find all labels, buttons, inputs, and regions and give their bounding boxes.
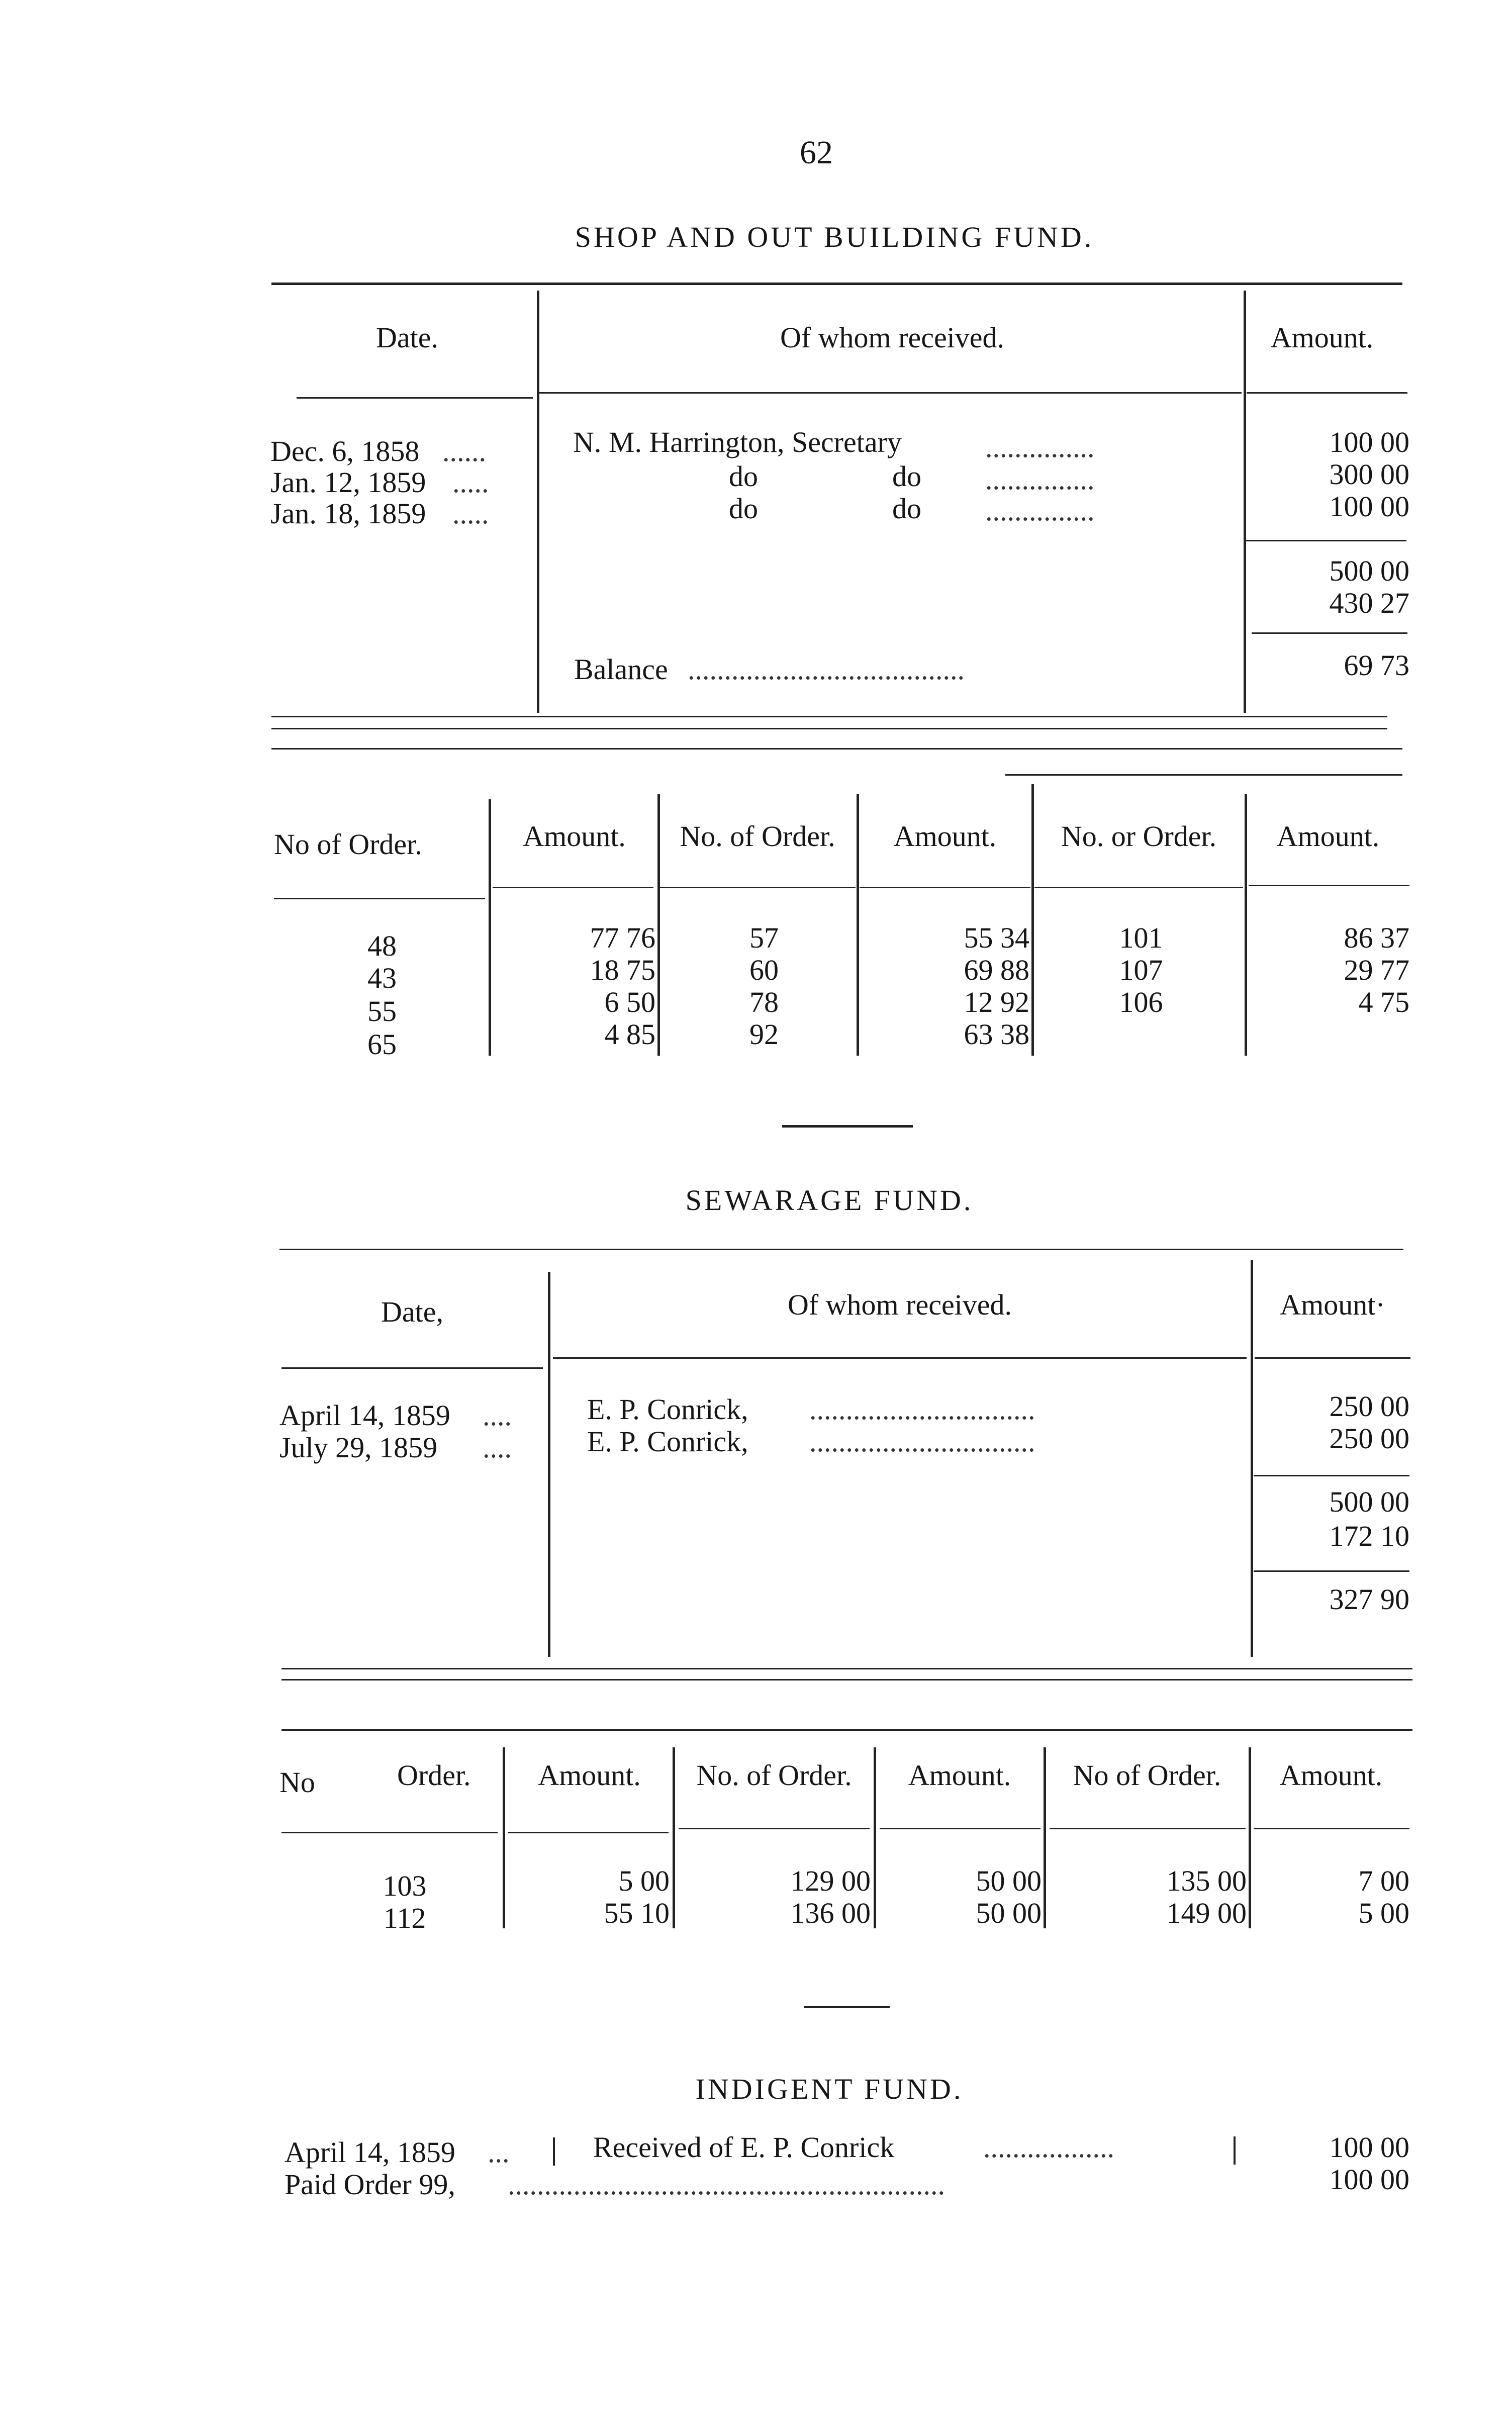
order-amount: 7 00	[1358, 1864, 1409, 1897]
order-no: 43	[367, 962, 397, 994]
order-no: 136 00	[790, 1897, 871, 1929]
section-title-sewerage: SEWARAGE FUND.	[685, 1184, 974, 1217]
header-whom: Of whom received.	[780, 321, 1005, 354]
order-no: 78	[749, 986, 779, 1018]
section-divider	[804, 2006, 890, 2008]
rule	[281, 1679, 1412, 1680]
whom-cell: N. M. Harrington, Secretary	[573, 426, 902, 458]
rule	[279, 1249, 1403, 1250]
order-amount: 50 00	[976, 1897, 1042, 1929]
rule	[297, 397, 533, 399]
rule	[508, 1832, 669, 1833]
leader-dots: ...	[488, 2136, 510, 2169]
header-cell: No	[279, 1766, 315, 1799]
rule	[489, 799, 491, 1056]
leader-dots: ...............	[985, 494, 1095, 527]
rule	[537, 291, 539, 713]
whom-cell: do	[729, 460, 758, 493]
header-amount: Amount.	[1270, 321, 1374, 354]
rule	[274, 898, 485, 899]
header-cell: Amount.	[538, 1759, 641, 1792]
date-cell: July 29, 1859	[279, 1431, 438, 1464]
balance-label: Balance	[574, 653, 668, 686]
header-whom: Of whom received.	[787, 1288, 1012, 1321]
header-cell: No. of Order.	[696, 1759, 852, 1792]
rule	[874, 1747, 876, 1928]
leader-dots: ..................	[983, 2131, 1114, 2164]
rule	[548, 1272, 550, 1657]
header-date: Date,	[381, 1295, 443, 1328]
order-amount: 5 00	[618, 1864, 670, 1897]
header-cell: Amount.	[523, 820, 626, 853]
rule	[281, 1729, 1412, 1731]
order-no: 92	[749, 1018, 779, 1051]
order-amount: 5 00	[1358, 1897, 1409, 1929]
amount-cell: 100 00	[1329, 490, 1409, 523]
rule	[880, 1828, 1041, 1829]
rule	[1254, 1475, 1409, 1476]
order-no: 135 00	[1166, 1864, 1247, 1897]
rule	[271, 748, 1402, 750]
leader-dots: ...............................	[809, 1425, 1035, 1458]
rule	[553, 1357, 1247, 1359]
rule	[538, 392, 1242, 394]
whom-cell: do	[892, 460, 921, 493]
header-cell: Order.	[397, 1759, 471, 1792]
entry-amount: 100 00	[1329, 2131, 1409, 2164]
rule	[271, 283, 1402, 285]
rule	[679, 1828, 870, 1829]
rule	[857, 794, 859, 1056]
leader-dots: ...............................	[809, 1393, 1035, 1426]
whom-cell: E. P. Conrick,	[587, 1393, 748, 1426]
order-no: 103	[383, 1870, 427, 1902]
amount-cell: 100 00	[1329, 426, 1409, 458]
header-cell: No. of Order.	[680, 820, 835, 853]
rule	[1249, 1747, 1251, 1928]
amount-cell: 250 00	[1329, 1390, 1409, 1423]
order-amount: 86 37	[1344, 921, 1409, 954]
leader-dots: ............................................................	[508, 2168, 945, 2201]
order-no: 57	[749, 921, 779, 954]
leader-dots: ...............	[985, 463, 1095, 496]
order-amount: 29 77	[1344, 954, 1409, 986]
rule	[1247, 392, 1407, 394]
rule	[271, 728, 1387, 729]
order-amount: 50 00	[976, 1864, 1042, 1897]
balance-amount: 69 73	[1344, 649, 1409, 682]
date-cell: Jan. 12, 1859	[270, 466, 426, 499]
rule	[659, 887, 856, 888]
order-amount: 69 88	[964, 954, 1029, 986]
rule	[281, 1367, 543, 1369]
paid-amount: 172 10	[1329, 1520, 1409, 1552]
header-cell: Amount.	[908, 1759, 1011, 1792]
amount-cell: 250 00	[1329, 1422, 1409, 1455]
rule	[1254, 1570, 1409, 1572]
order-no: 101	[1119, 921, 1163, 954]
entry-text: Received of E. P. Conrick	[593, 2131, 895, 2164]
whom-cell: do	[729, 492, 758, 525]
entry-label: Paid Order 99,	[285, 2168, 455, 2201]
leader-dots: ....	[483, 1399, 512, 1432]
rule	[1050, 1828, 1246, 1829]
order-no: 48	[367, 929, 397, 962]
rule	[1234, 2136, 1236, 2165]
leader-dots: .....	[452, 497, 489, 530]
order-no: 60	[749, 954, 779, 986]
leader-dots: .....	[452, 466, 489, 499]
whom-cell: do	[892, 492, 921, 525]
order-no: 107	[1119, 954, 1163, 986]
section-divider	[782, 1125, 913, 1128]
order-amount: 55 10	[604, 1897, 670, 1929]
rule	[860, 887, 1030, 888]
section-title-shop: SHOP AND OUT BUILDING FUND.	[575, 221, 1094, 253]
order-amount: 55 34	[964, 921, 1029, 954]
leader-dots: ......	[442, 435, 486, 468]
order-amount: 4 75	[1358, 986, 1409, 1018]
section-title-indigent: INDIGENT FUND.	[695, 2073, 964, 2105]
rule	[1255, 1357, 1410, 1359]
rule	[673, 1747, 675, 1928]
date-cell: Dec. 6, 1858	[270, 435, 420, 468]
rule	[1249, 885, 1409, 886]
leader-dots: ....	[483, 1431, 512, 1464]
rule	[493, 887, 653, 888]
rule	[1251, 1260, 1253, 1657]
order-amount: 18 75	[590, 954, 655, 986]
rule	[1254, 1828, 1409, 1829]
header-cell: Amount.	[1279, 1759, 1383, 1792]
date-cell: Jan. 18, 1859	[270, 497, 426, 530]
total-amount: 500 00	[1329, 1485, 1409, 1518]
order-amount: 63 38	[964, 1018, 1029, 1051]
entry-amount: 100 00	[1329, 2163, 1409, 2196]
rule	[1246, 540, 1406, 541]
order-amount: 12 92	[964, 986, 1029, 1018]
leader-dots: ...............	[985, 431, 1095, 463]
rule	[281, 1668, 1412, 1669]
order-no: 106	[1119, 986, 1163, 1018]
rule	[1245, 794, 1247, 1056]
leader-dots: ......................................	[688, 653, 965, 686]
total-amount: 500 00	[1329, 554, 1409, 587]
order-no: 112	[383, 1902, 426, 1934]
date-cell: April 14, 1859	[279, 1399, 450, 1432]
header-cell: No of Order.	[1073, 1759, 1221, 1792]
rule	[1044, 1747, 1046, 1928]
order-no: 55	[367, 995, 397, 1028]
header-cell: No. or Order.	[1061, 820, 1217, 853]
rule	[1252, 632, 1407, 634]
amount-cell: 300 00	[1329, 458, 1409, 491]
paid-amount: 430 27	[1329, 587, 1409, 619]
rule	[1031, 784, 1034, 1056]
header-date: Date.	[376, 321, 438, 354]
order-no: 129 00	[790, 1864, 871, 1897]
page-number: 62	[800, 134, 833, 171]
entry-date: April 14, 1859	[285, 2136, 455, 2169]
header-cell: Amount.	[1276, 820, 1380, 853]
rule	[271, 716, 1387, 717]
header-cell: No of Order.	[274, 828, 422, 861]
rule	[1034, 887, 1243, 888]
order-amount: 4 85	[604, 1018, 655, 1051]
rule	[553, 2137, 555, 2166]
balance-amount: 327 90	[1329, 1583, 1409, 1616]
order-amount: 77 76	[590, 921, 655, 954]
order-no: 65	[367, 1028, 397, 1061]
rule	[1005, 774, 1402, 776]
rule	[1244, 291, 1246, 713]
rule	[281, 1832, 498, 1833]
header-cell: Amount.	[893, 820, 997, 853]
header-amount: Amount·	[1280, 1288, 1385, 1321]
rule	[503, 1747, 505, 1928]
order-no: 149 00	[1166, 1897, 1247, 1929]
order-amount: 6 50	[604, 986, 655, 1018]
whom-cell: E. P. Conrick,	[587, 1425, 748, 1458]
